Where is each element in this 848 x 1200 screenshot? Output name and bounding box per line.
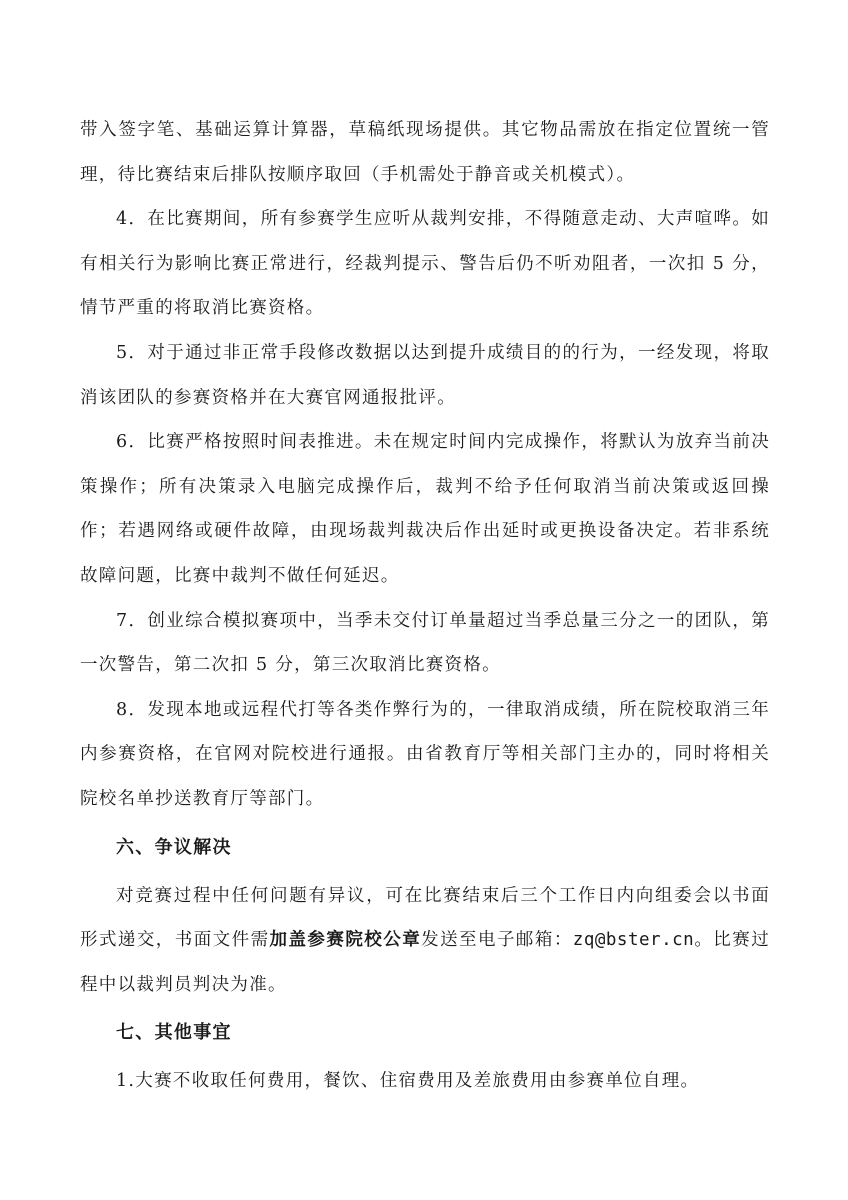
dispute-text-email-label: 发送至电子邮箱： [421,930,573,951]
official-seal-requirement: 加盖参赛院校公章 [269,930,422,951]
paragraph-other-1: 1.大赛不收取任何费用，餐饮、住宿费用及差旅费用由参赛单位自理。 [116,1071,700,1092]
paragraph-items-rule: 带入签字笔、基础运算计算器，草稿纸现场提供。其它物品需放在指定位置统一管理，待比赛结束后排队按顺序取回（手机需处于静音或关机模式）。 [80,120,770,185]
paragraph-dispute [80,874,770,1008]
dispute-text-intro: 对竞赛过程中任何问题有异议，可在比赛结束后三个工作日内向组委会以书面形式递交，书面文件需 [80,885,770,951]
dispute-text-closing: 。比赛过程中以裁判员判决为准。 [80,930,770,995]
paragraph-rule-6: 6．比赛严格按照时间表推进。未在规定时间内完成操作，将默认为放弃当前决策操作；所有决策录入电脑完成操作后，裁判不给予任何取消当前决策或返回操作；若遇网络或硬件故障，由现场裁判裁决后作出延时或更换设备决定。若非系统故障问题，比赛中裁判不做任何延迟。 [80,432,770,586]
section-heading-dispute: 六、争议解决 [116,836,232,858]
paragraph-rule-8: 8．发现本地或远程代打等各类作弊行为的，一律取消成绩，所在院校取消三年内参赛资格，在官网对院校进行通报。由省教育厅等相关部门主办的，同时将相关院校名单抄送教育厅等部门。 [80,699,770,809]
paragraph-rule-4: 4．在比赛期间，所有参赛学生应听从裁判安排，不得随意走动、大声喧哗。如有相关行为影响比赛正常进行，经裁判提示、警告后仍不听劝阻者，一次扣 5 分，情节严重的将取消比赛资格。 [80,209,770,319]
paragraph-rule-5: 5．对于通过非正常手段修改数据以达到提升成绩目的的行为，一经发现，将取消该团队的参赛资格并在大赛官网通报批评。 [80,342,770,408]
document-body [80,108,770,1104]
section-heading-other-matters: 七、其他事宜 [116,1022,232,1044]
paragraph-rule-7: 7．创业综合模拟赛项中，当季未交付订单量超过当季总量三分之一的团队，第一次警告，第二次扣 5 分，第三次取消比赛资格。 [80,610,770,676]
contact-email: zq@bster.cn [572,930,695,951]
